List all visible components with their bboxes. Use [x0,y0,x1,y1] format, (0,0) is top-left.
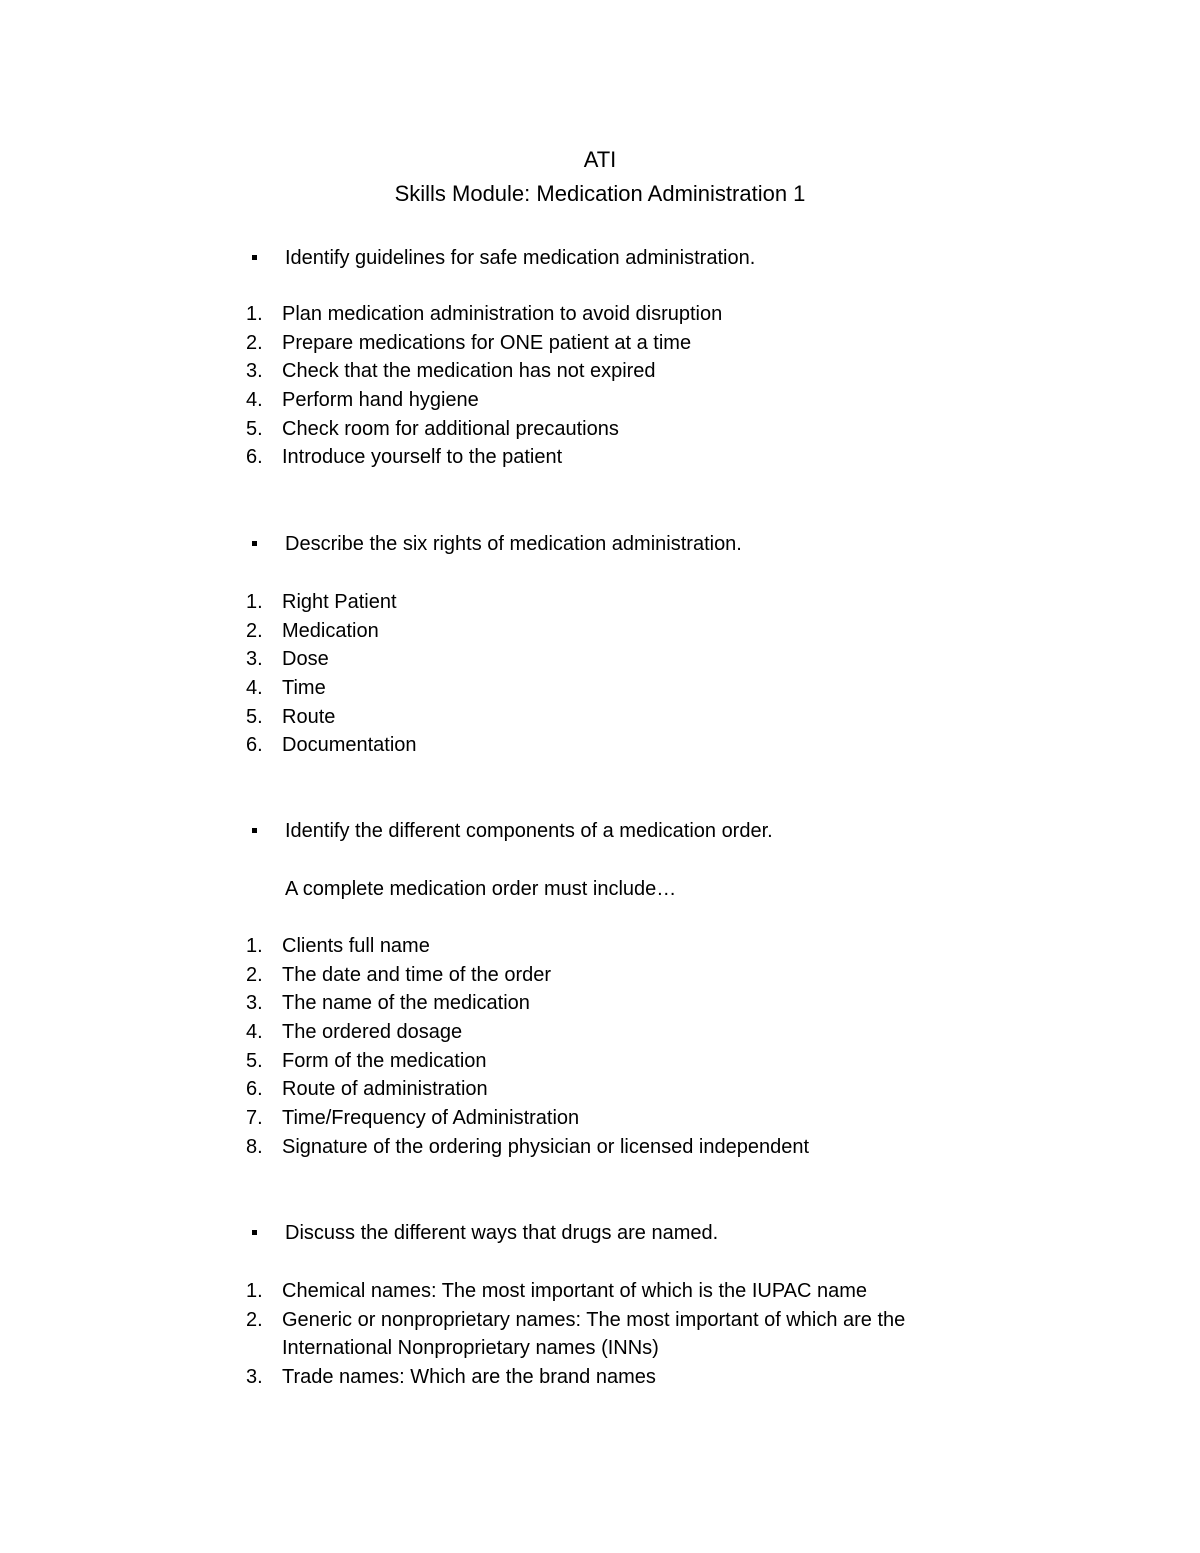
square-bullet-icon [252,1230,257,1235]
section-intro: A complete medication order must include… [285,878,677,900]
document-title: ATI [583,147,617,172]
document-subtitle: Skills Module: Medication Administration 1 [394,181,806,206]
square-bullet-icon [252,828,257,833]
square-bullet-icon [252,541,257,546]
square-bullet-icon [252,255,257,260]
document-page: ATI Skills Module: Medication Administration 1 Identify guidelines for safe medication administration. 1. Plan medication administration to avoid disruption 2. Prepare medications for ONE patient at a time 3. Check that the medication has not expired 4. Perform hand hygiene 5. Check room for additional precautions 6. Introduce yourself to the patient Describe the six rights of medication administration. 1. Right Patient 2. Medication 3. Dose 4. Time 5. Route 6. Documentation Identify the different components of a medication order. A complete medication order must include… 1. Clients full name 2. The date and time of the order 3. The name of the medication 4. The ordered dosage 5. Form of the medication 6. Route of administration 7. Time/Frequency of Administration 8. Signature of the ordering physician or licensed independent Discuss the different ways that drugs are named. 1. Chemical names: The most important of which is the IUPAC name 2. Generic or nonproprietary names: The most important of which are the International Nonproprietary names (INNs) 3. Trade names: Which are the brand names [0,0,1200,1553]
